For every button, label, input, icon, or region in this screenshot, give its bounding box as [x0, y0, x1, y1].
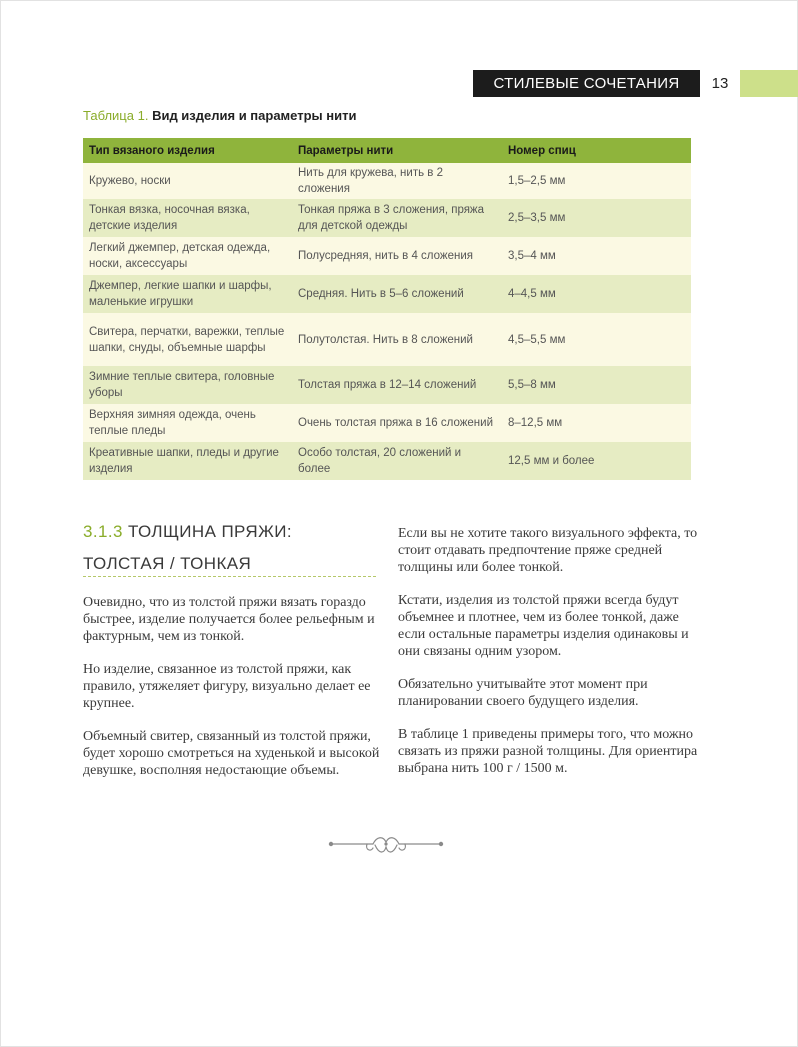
cell-item-type: Креативные шапки, пледы и другие изделия	[83, 442, 292, 480]
section-number: 3.1.3	[83, 522, 123, 541]
table-row	[83, 237, 691, 275]
cell-yarn-params: Средняя. Нить в 5–6 сложений	[292, 275, 502, 313]
yarn-parameters-table	[83, 138, 691, 480]
section-divider	[83, 576, 376, 577]
cell-yarn-params: Особо толстая, 20 сложений и более	[292, 442, 502, 480]
ornament-divider-icon	[327, 832, 445, 862]
right-text-column	[398, 525, 698, 793]
table-caption	[83, 108, 356, 123]
cell-yarn-params: Толстая пряжа в 12–14 сложений	[292, 366, 502, 404]
cell-needle-size: 1,5–2,5 мм	[502, 163, 691, 199]
section-title: СТИЛЕВЫЕ СОЧЕТАНИЯ	[493, 75, 680, 92]
left-text-column	[83, 594, 383, 795]
cell-item-type: Свитера, перчатки, варежки, теплые шапки, снуды, объемные шарфы	[83, 313, 292, 366]
section-title-line2: ТОЛСТАЯ / ТОНКАЯ	[83, 554, 252, 573]
cell-needle-size: 4,5–5,5 мм	[502, 313, 691, 366]
page-number: 13	[711, 75, 729, 92]
table-header-row	[83, 138, 691, 163]
paragraph: Объемный свитер, связанный из толстой пряжи, будет хорошо смотреться на худенькой и высокой девушке, восполняя недостающие объемы.	[83, 729, 380, 778]
table-row	[83, 199, 691, 237]
cell-item-type: Джемпер, легкие шапки и шарфы, маленькие игрушки	[83, 275, 292, 313]
paragraph: Но изделие, связанное из толстой пряжи, как правило, утяжеляет фигуру, визуально делает ее крупнее.	[83, 662, 371, 711]
cell-item-type: Легкий джемпер, детская одежда, носки, аксессуары	[83, 237, 292, 275]
paragraph: В таблице 1 приведены примеры того, что можно связать из пряжи разной толщины. Для ориентира выбрана нить 100 г / 1500 м.	[398, 727, 698, 776]
section-title-line1: ТОЛЩИНА ПРЯЖИ:	[127, 522, 292, 541]
cell-needle-size: 12,5 мм и более	[502, 442, 691, 480]
header-needle-size: Номер спиц	[502, 138, 691, 163]
cell-needle-size: 3,5–4 мм	[502, 237, 691, 275]
cell-needle-size: 5,5–8 мм	[502, 366, 691, 404]
cell-needle-size: 2,5–3,5 мм	[502, 199, 691, 237]
cell-yarn-params: Тонкая пряжа в 3 сложения, пряжа для детской одежды	[292, 199, 502, 237]
table-caption-title: Вид изделия и параметры нити	[152, 108, 357, 123]
cell-yarn-params: Нить для кружева, нить в 2 сложения	[292, 163, 502, 199]
header-green-tab	[740, 70, 798, 97]
table-row	[83, 163, 691, 199]
paragraph: Обязательно учитывайте этот момент при планировании своего будущего изделия.	[398, 677, 648, 709]
table-row	[83, 442, 691, 480]
paragraph: Кстати, изделия из толстой пряжи всегда будут объемнее и плотнее, чем из более тонкой, даже если остальные параметры изделия одинаковы и они связаны одним узором.	[398, 593, 689, 659]
table-row	[83, 404, 691, 442]
cell-item-type: Зимние теплые свитера, головные уборы	[83, 366, 292, 404]
cell-yarn-params: Полусредняя, нить в 4 сложения	[292, 237, 502, 275]
cell-item-type: Тонкая вязка, носочная вязка, детские изделия	[83, 199, 292, 237]
header-item-type: Тип вязаного изделия	[83, 138, 292, 163]
paragraph: Если вы не хотите такого визуального эффекта, то стоит отдавать предпочтение пряже средней толщины или более тонкой.	[398, 526, 698, 575]
cell-needle-size: 8–12,5 мм	[502, 404, 691, 442]
cell-yarn-params: Очень толстая пряжа в 16 сложений	[292, 404, 502, 442]
cell-item-type: Верхняя зимняя одежда, очень теплые пледы	[83, 404, 292, 442]
table-row	[83, 366, 691, 404]
cell-yarn-params: Полутолстая. Нить в 8 сложений	[292, 313, 502, 366]
cell-item-type: Кружево, носки	[83, 163, 292, 199]
table-row	[83, 313, 691, 366]
table-caption-prefix: Таблица 1.	[83, 108, 149, 123]
header-yarn-params: Параметры нити	[292, 138, 502, 163]
paragraph: Очевидно, что из толстой пряжи вязать гораздо быстрее, изделие получается более рельефным и фактурным, чем из тонкой.	[83, 595, 375, 644]
table-row	[83, 275, 691, 313]
section-heading	[83, 522, 376, 574]
section-title-banner	[473, 70, 700, 97]
cell-needle-size: 4–4,5 мм	[502, 275, 691, 313]
